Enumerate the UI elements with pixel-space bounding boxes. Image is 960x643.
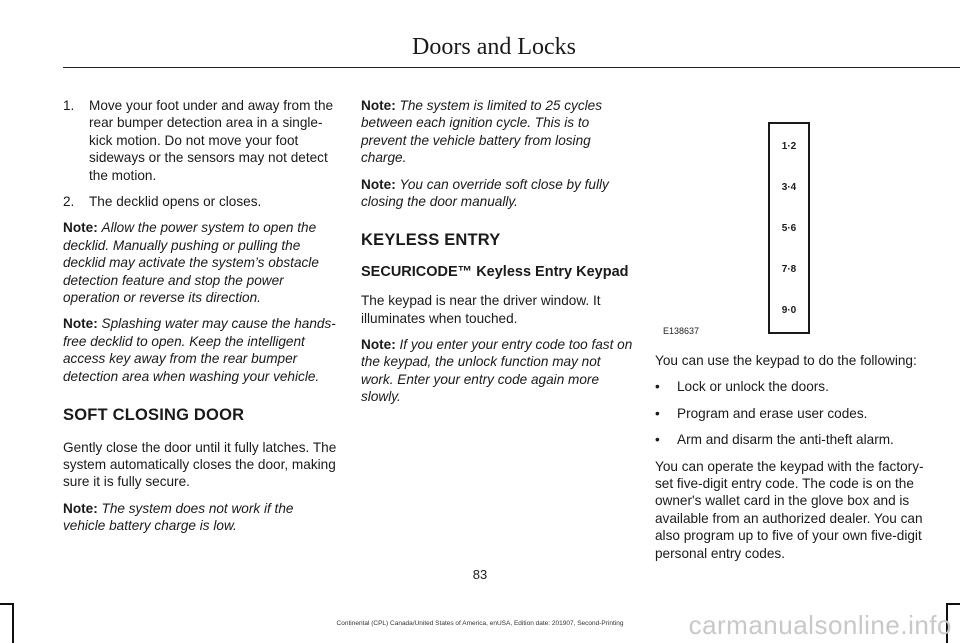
bullet-icon: • — [655, 432, 660, 448]
step-2-text: The decklid opens or closes. — [89, 194, 262, 210]
crop-mark-right-horizontal — [946, 603, 960, 605]
column-left — [63, 97, 338, 544]
note-entry-code-speed — [361, 336, 633, 406]
crop-mark-left-horizontal — [0, 603, 12, 605]
note-label: Note: — [361, 176, 396, 192]
note-text: If you enter your entry code too fast on the keypad, the unlock function may not work. Enter your entry code again more slowly. — [361, 337, 633, 405]
list-item — [655, 405, 933, 422]
list-item-text: Lock or unlock the doors. — [677, 379, 829, 395]
list-item-text: Arm and disarm the anti-theft alarm. — [677, 432, 894, 448]
keypad-key-9-0: 9·0 — [781, 305, 797, 316]
note-label: Note: — [361, 98, 396, 113]
note-label: Note: — [63, 316, 98, 332]
note-cycle-limit — [361, 97, 633, 167]
note-text: The system does not work if the vehicle battery charge is low. — [63, 500, 294, 534]
step-1-number: 1. — [63, 98, 75, 113]
note-text: You can override soft close by fully closing the door manually. — [361, 176, 609, 210]
bullet-icon: • — [655, 379, 660, 395]
heading-soft-closing-door: SOFT CLOSING DOOR — [63, 406, 245, 425]
bullet-icon: • — [655, 405, 660, 421]
step-1-text: Move your foot under and away from the rear bumper detection area in a single-kick motion. Do not move your foot sideways or the sensors may not detect the motion. — [89, 98, 334, 183]
page-number: 83 — [472, 567, 488, 582]
list-item-text: Program and erase user codes. — [677, 405, 868, 421]
soft-closing-body: Gently close the door until it fully latches. The system automatically closes the door, making sure it is fully secure. — [63, 439, 337, 490]
note-label: Note: — [63, 220, 98, 236]
note-label: Note: — [361, 337, 396, 353]
list-item — [655, 378, 933, 395]
keypad-intro: You can use the keypad to do the following: — [655, 353, 917, 368]
keypad-operation-body: You can operate the keypad with the factory-set five-digit entry code. The code is on the owner's wallet card in the glove box and is available from an authorized dealer. You can also program up to five of your own five-digit personal entry codes. — [655, 458, 924, 561]
step-2 — [63, 193, 338, 210]
keypad-key-5-6: 5·6 — [781, 223, 797, 234]
note-text: Splashing water may cause the hands-free decklid to open. Keep the intelligent access key away from the rear bumper detection area when washing your vehicle. — [63, 316, 336, 384]
figure-code: E138637 — [663, 326, 700, 336]
column-middle — [361, 97, 633, 415]
keypad-body: The keypad is near the driver window. It illuminates when touched. — [361, 293, 601, 326]
footer-edition: Continental (CPL) Canada/United States of America, enUSA, Edition date: 201907, Second-Printing — [336, 620, 624, 627]
note-power-system — [63, 219, 338, 306]
note-text: The system is limited to 25 cycles between each ignition cycle. This is to prevent the vehicle battery from losing charge. — [361, 98, 602, 166]
header-rule — [63, 67, 960, 68]
step-2-number: 2. — [63, 194, 75, 210]
keypad-illustration — [768, 122, 810, 334]
note-override-soft-close — [361, 176, 633, 211]
keypad-key-7-8: 7·8 — [781, 264, 797, 275]
note-text: Allow the power system to open the decklid. Manually pushing or pulling the decklid may activate the system’s obstacle detection feature and stop the power operation or reverse its direction. — [63, 220, 319, 306]
step-1 — [63, 97, 338, 184]
note-label: Note: — [63, 500, 98, 516]
list-item — [655, 431, 933, 448]
crop-mark-left-vertical — [12, 603, 14, 643]
page-title: Doors and Locks — [412, 34, 576, 60]
keypad-key-3-4: 3·4 — [781, 182, 797, 193]
watermark: carmanualsonline.info — [688, 610, 952, 640]
note-battery-low — [63, 500, 338, 535]
column-right — [655, 352, 933, 571]
keypad-key-1-2: 1·2 — [781, 141, 797, 152]
heading-securicode-keypad: SECURICODE™ Keyless Entry Keypad — [361, 263, 629, 280]
heading-keyless-entry: KEYLESS ENTRY — [361, 231, 501, 250]
note-splashing-water — [63, 315, 338, 385]
